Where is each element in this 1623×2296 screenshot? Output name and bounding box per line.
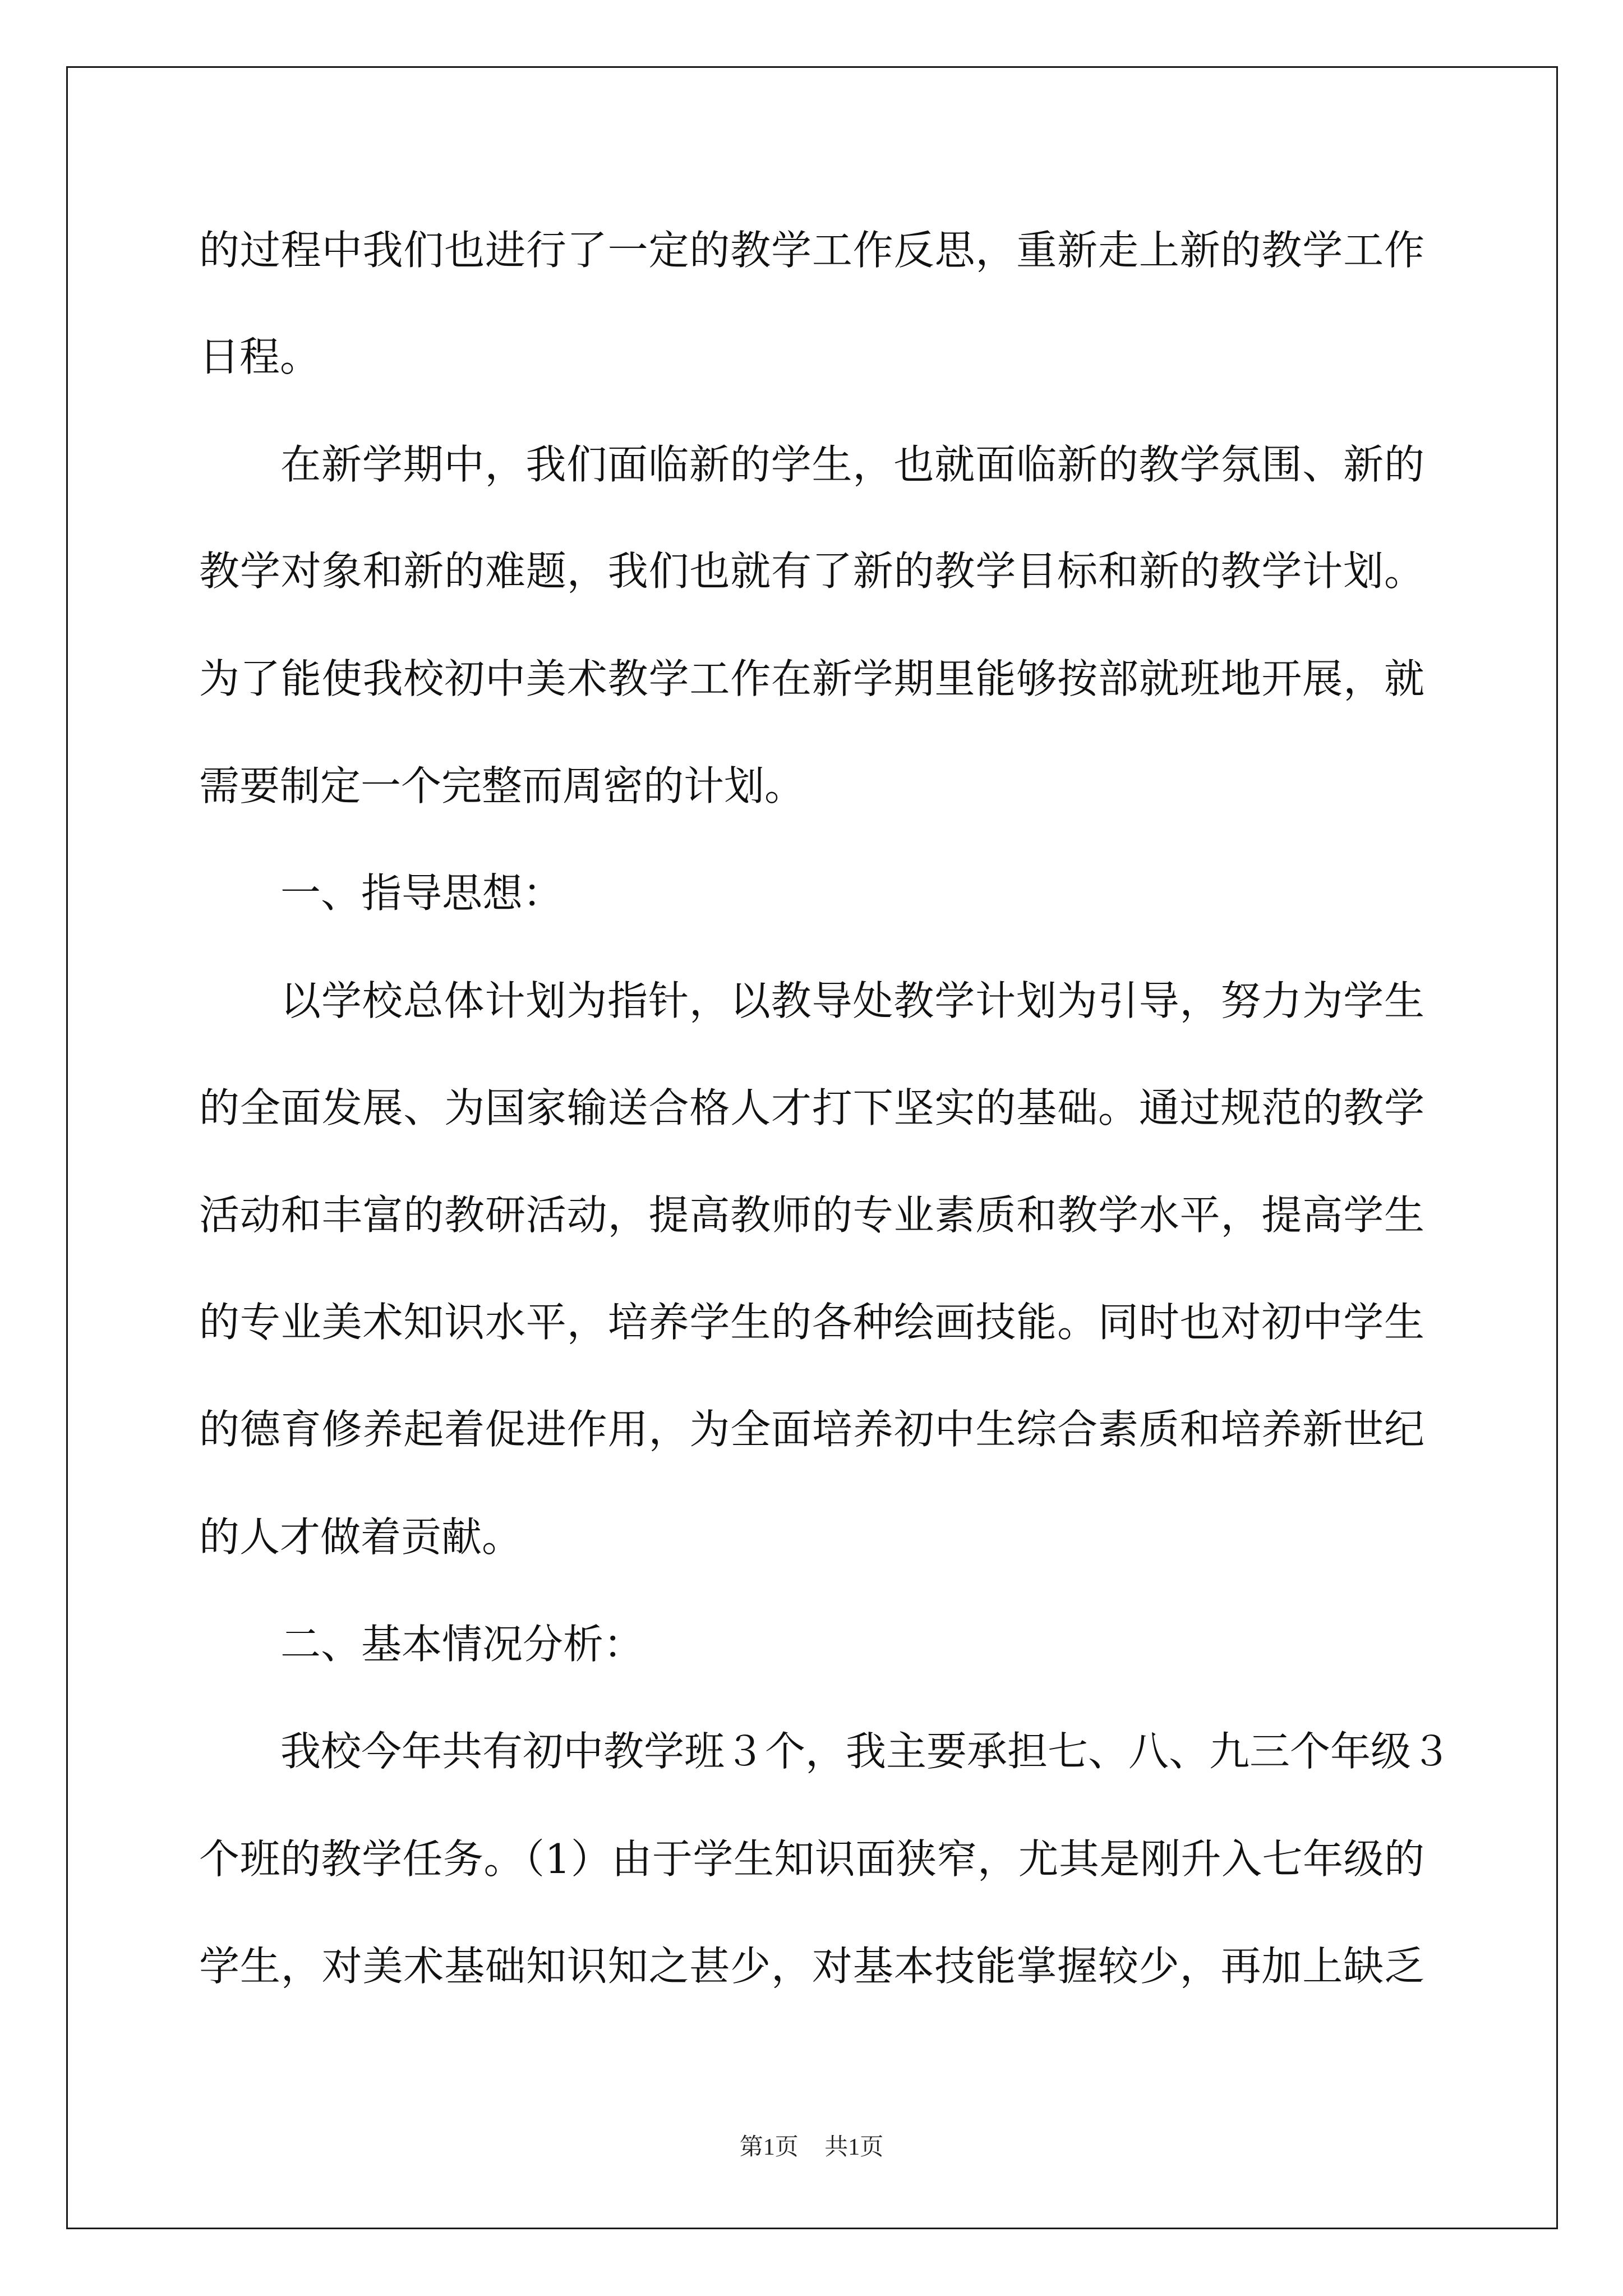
body-line-12: 的德育修养起着促进作用，为全面培养初中生综合素质和培养新世纪 xyxy=(199,1406,1424,1453)
body-line-17: 学生，对美术基础知识知之甚少，对基本技能掌握较少，再加上缺乏 xyxy=(199,1943,1424,1990)
body-line-1: 的过程中我们也进行了一定的教学工作反思，重新走上新的教学工作 xyxy=(199,227,1424,274)
body-line-2: 日程。 xyxy=(199,333,321,380)
body-line-13: 的人才做着贡献。 xyxy=(199,1513,523,1561)
page-number: 第1页 xyxy=(739,2134,799,2160)
body-line-4: 教学对象和新的难题，我们也就有了新的教学目标和新的教学计划。 xyxy=(199,547,1424,595)
body-line-5: 为了能使我校初中美术教学工作在新学期里能够按部就班地开展，就 xyxy=(199,655,1424,702)
section-heading-2: 二、基本情况分析： xyxy=(280,1621,644,1668)
body-line-10: 活动和丰富的教研活动，提高教师的专业素质和教学水平，提高学生 xyxy=(199,1191,1424,1239)
page-total: 共1页 xyxy=(824,2134,884,2160)
body-line-11: 的专业美术知识水平，培养学生的各种绘画技能。同时也对初中学生 xyxy=(199,1299,1424,1346)
page-border xyxy=(66,66,1558,2229)
section-heading-1: 一、指导思想： xyxy=(280,869,564,917)
body-line-15: 我校今年共有初中教学班３个，我主要承担七、八、九三个年级３ xyxy=(280,1728,1452,1775)
body-line-6: 需要制定一个完整而周密的计划。 xyxy=(199,762,805,809)
body-line-16: 个班的教学任务。（1）由于学生知识面狭窄，尤其是刚升入七年级的 xyxy=(199,1835,1424,1883)
body-line-8: 以学校总体计划为指针，以教导处教学计划为引导，努力为学生 xyxy=(280,977,1424,1024)
body-line-9: 的全面发展、为国家输送合格人才打下坚实的基础。通过规范的教学 xyxy=(199,1084,1424,1131)
body-line-3: 在新学期中，我们面临新的学生，也就面临新的教学氛围、新的 xyxy=(280,441,1424,488)
page-footer xyxy=(0,2128,1623,2162)
